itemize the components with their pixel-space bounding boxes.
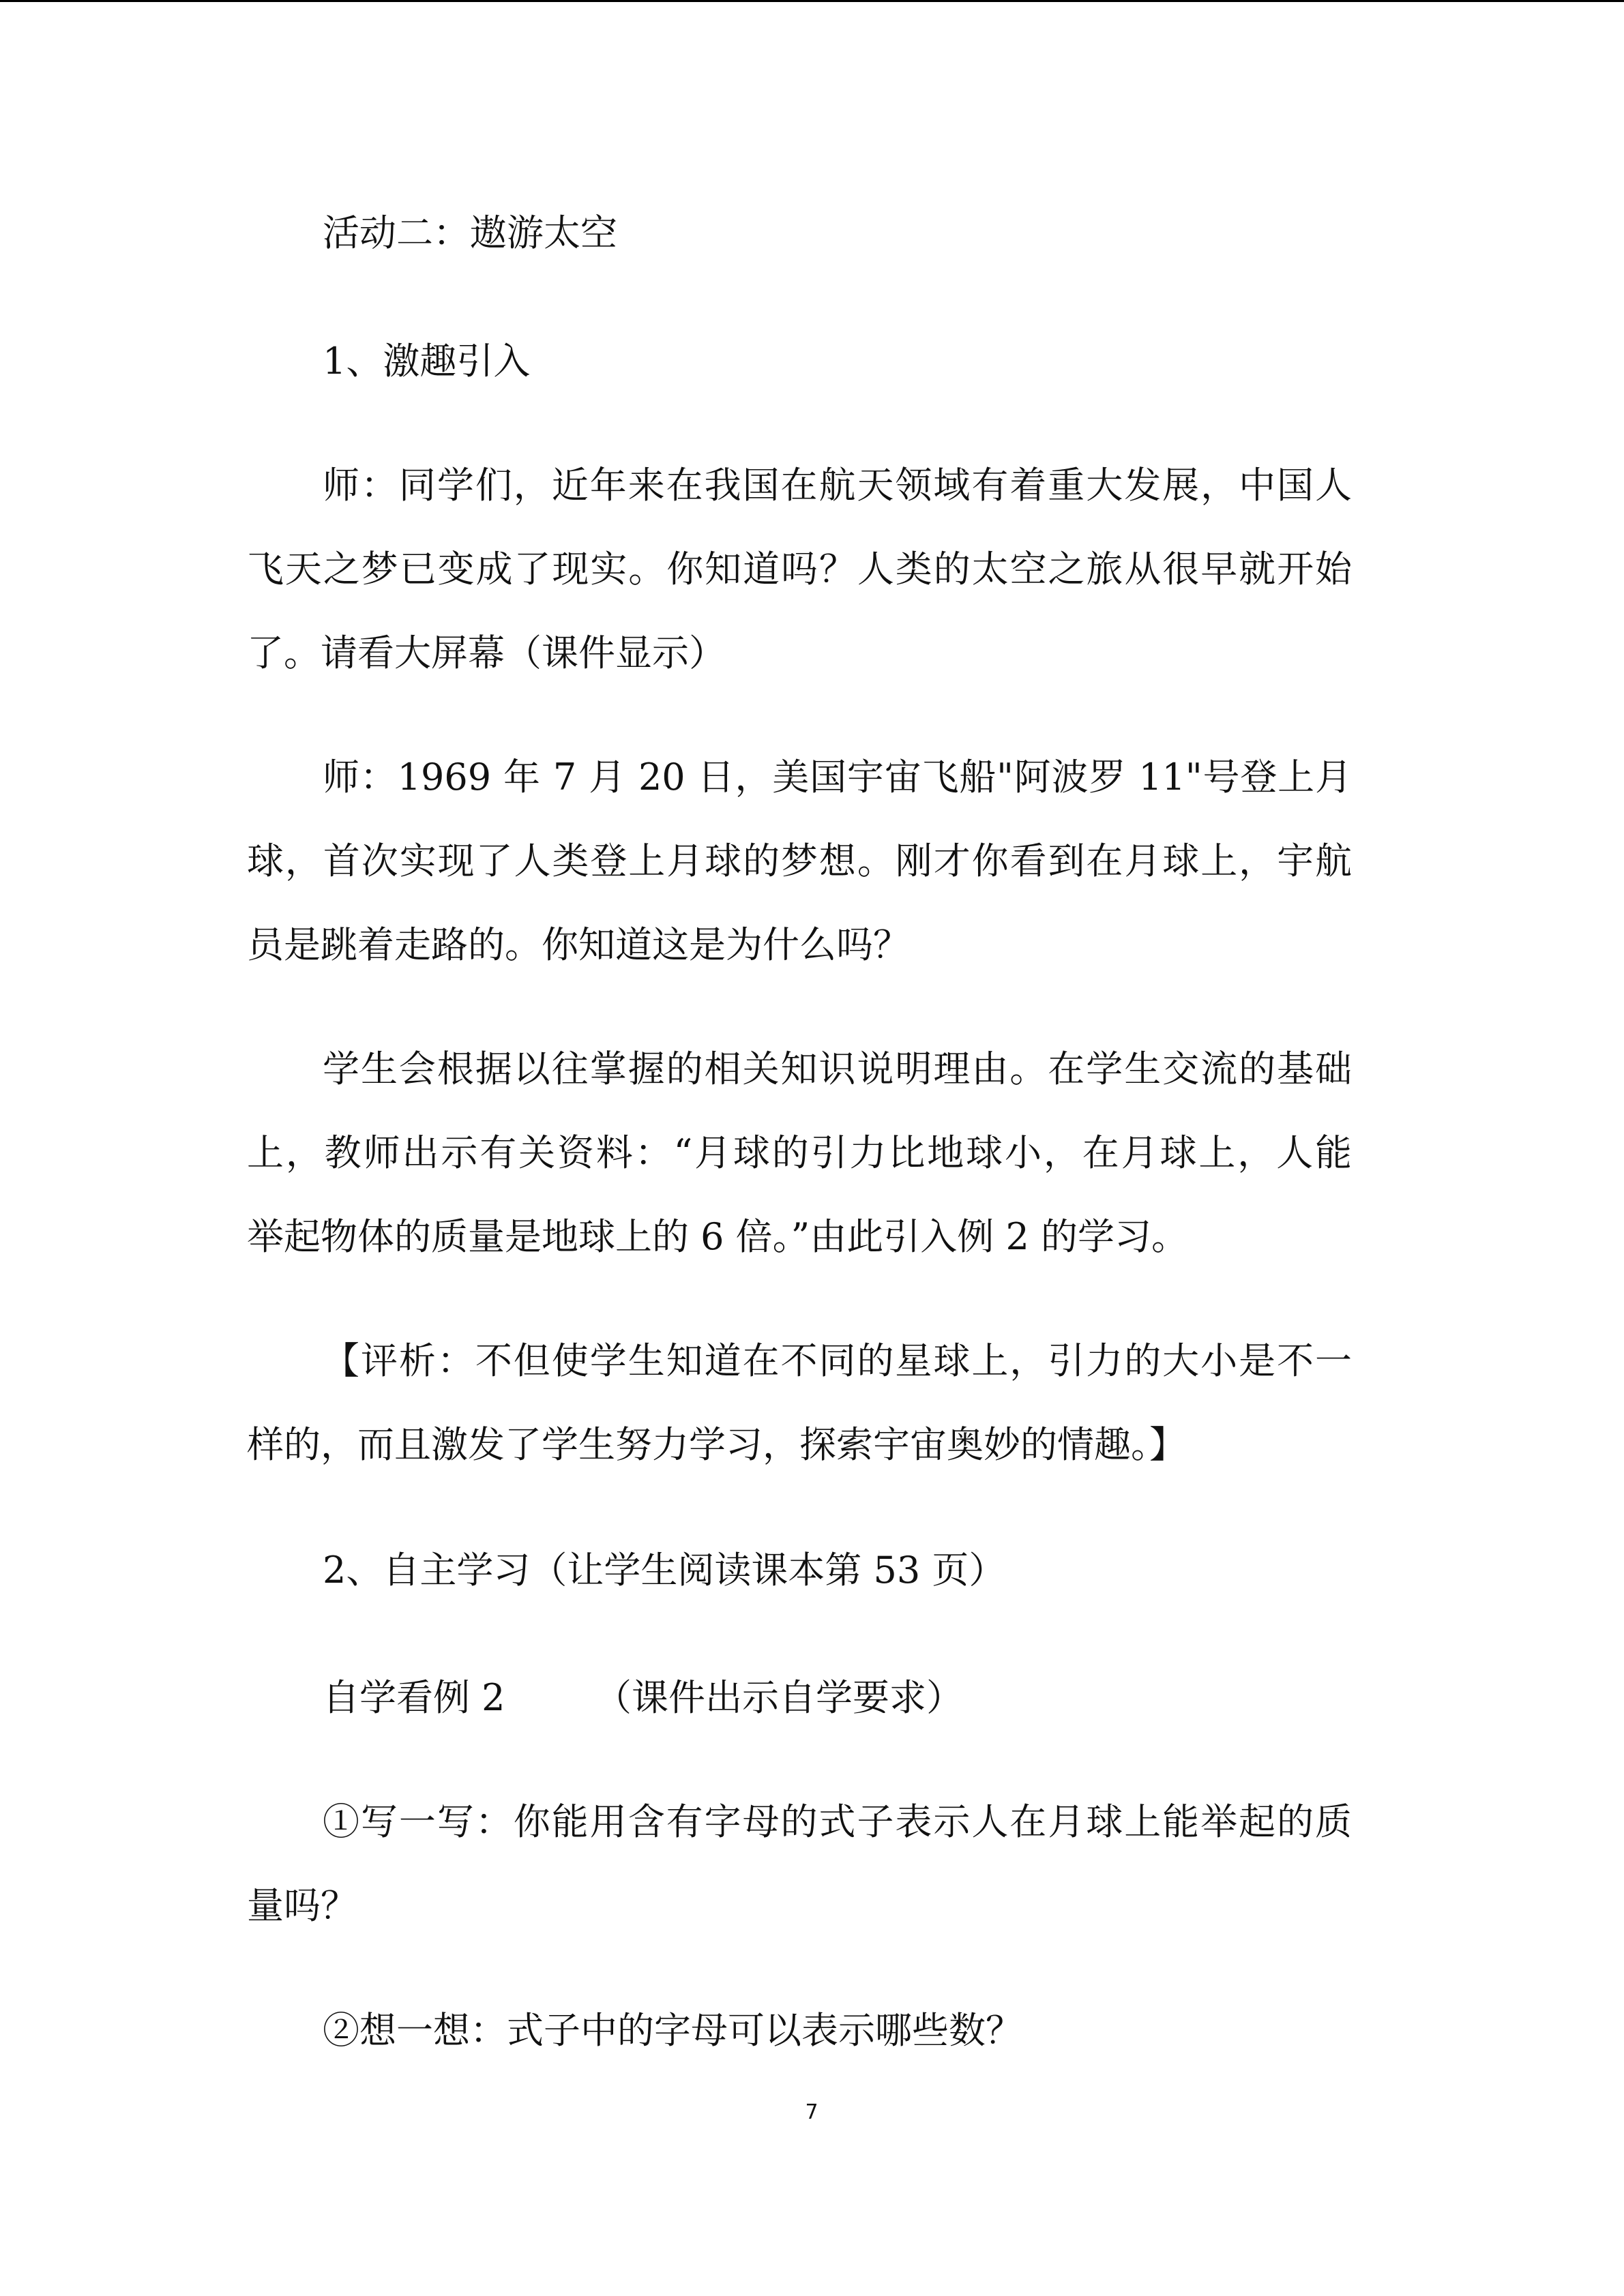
para3-line3: 举起物体的质量是地球上的 6 倍。”由此引入例 2 的学习。 xyxy=(247,1215,1188,1258)
self-study-note: （课件出示自学要求） xyxy=(595,1676,963,1719)
step1-title: 1、激趣引入 xyxy=(323,340,531,383)
para2-line1: 师：1969 年 7 月 20 日，美国宇宙飞船"阿波罗 11"号登上月 xyxy=(323,756,1352,799)
para4-line1: 【评析：不但使学生知道在不同的星球上，引力的大小是不一 xyxy=(323,1339,1352,1382)
question2: ②想一想：式子中的字母可以表示哪些数？ xyxy=(323,2009,1022,2052)
section-title: 活动二：遨游太空 xyxy=(323,211,617,254)
para2-line3: 员是跳着走路的。你知道这是为什么吗？ xyxy=(247,923,910,966)
para1-line2: 飞天之梦已变成了现实。你知道吗？人类的太空之旅从很早就开始 xyxy=(247,548,1352,591)
self-study-label: 自学看例 2 xyxy=(323,1676,505,1719)
para4-line2: 样的，而且激发了学生努力学习，探索宇宙奥妙的情趣。】 xyxy=(247,1423,1186,1466)
step2-title: 2、自主学习（让学生阅读课本第 53 页） xyxy=(323,1549,1006,1592)
para1-line1: 师：同学们，近年来在我国在航天领域有着重大发展，中国人 xyxy=(323,464,1352,507)
question1-line1: ①写一写：你能用含有字母的式子表示人在月球上能举起的质 xyxy=(323,1800,1352,1843)
page-top-border xyxy=(0,0,1624,2)
question1-line2: 量吗？ xyxy=(247,1884,357,1927)
para1-line3: 了。请看大屏幕（课件显示） xyxy=(247,631,726,674)
para3-line1: 学生会根据以往掌握的相关知识说明理由。在学生交流的基础 xyxy=(323,1047,1352,1090)
page-number: 7 xyxy=(805,2100,818,2124)
para3-line2: 上，教师出示有关资料：“月球的引力比地球小，在月球上，人能 xyxy=(247,1131,1352,1174)
para2-line2: 球，首次实现了人类登上月球的梦想。刚才你看到在月球上，宇航 xyxy=(247,839,1352,882)
